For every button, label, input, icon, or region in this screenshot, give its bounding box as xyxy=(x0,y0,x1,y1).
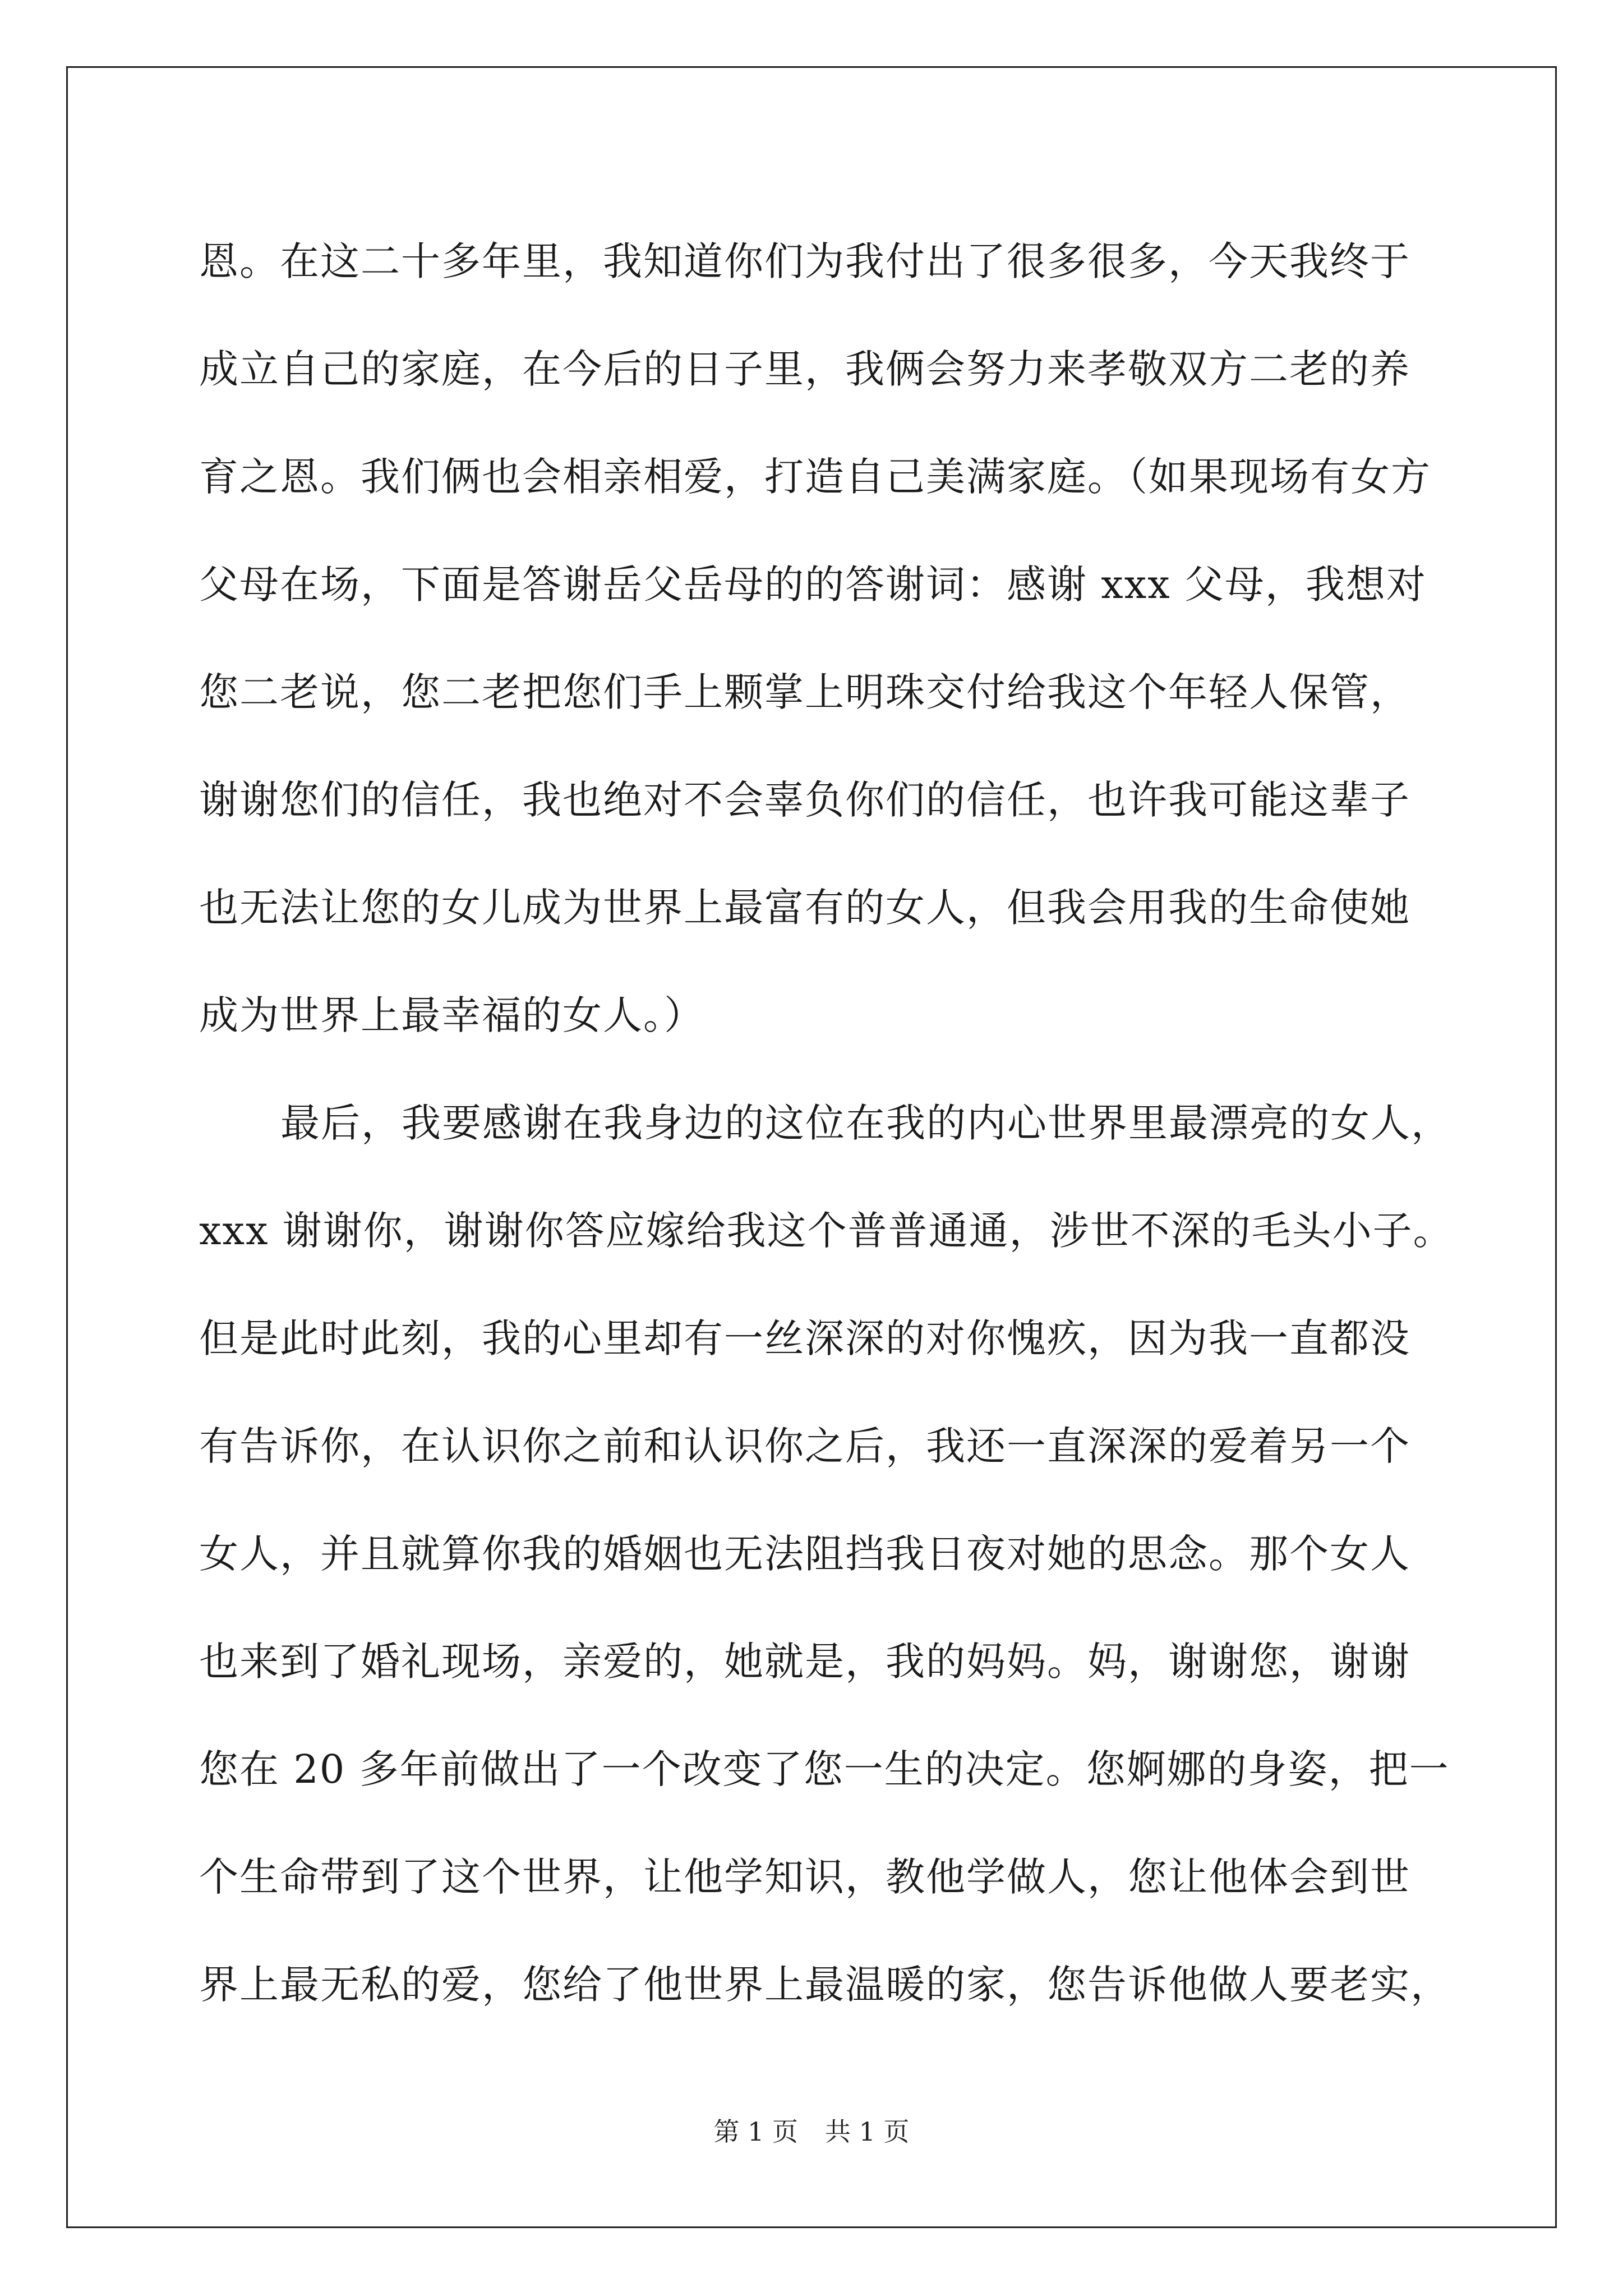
text-line: 个生命带到了这个世界，让他学知识，教他学做人，您让他体会到世 xyxy=(199,1854,1410,1900)
paragraph-start-line: 最后，我要感谢在我身边的这位在我的内心世界里最漂亮的女人， xyxy=(280,1100,1451,1146)
text-line: 恩。在这二十多年里，我知道你们为我付出了很多很多，今天我终于 xyxy=(199,238,1410,284)
text-line: 有告诉你，在认识你之前和认识你之后，我还一直深深的爱着另一个 xyxy=(199,1423,1410,1469)
text-line: 父母在场，下面是答谢岳父岳母的的答谢词：感谢 xxx 父母，我想对 xyxy=(199,562,1427,608)
page-number: 第 1 页 xyxy=(713,2116,798,2147)
document-body xyxy=(199,208,1454,2039)
text-line: 也无法让您的女儿成为世界上最富有的女人，但我会用我的生命使她 xyxy=(199,885,1410,931)
text-line: 成为世界上最幸福的女人。） xyxy=(199,992,704,1038)
text-line: xxx 谢谢你，谢谢你答应嫁给我这个普普通通，涉世不深的毛头小子。 xyxy=(199,1208,1454,1254)
text-line: 谢谢您们的信任，我也绝对不会辜负你们的信任，也许我可能这辈子 xyxy=(199,777,1410,823)
text-line: 女人，并且就算你我的婚姻也无法阻挡我日夜对她的思念。那个女人 xyxy=(199,1531,1410,1577)
total-pages: 共 1 页 xyxy=(825,2116,910,2147)
text-line: 您在 20 多年前做出了一个改变了您一生的决定。您婀娜的身姿，把一 xyxy=(199,1746,1450,1792)
page-footer xyxy=(0,2115,1623,2148)
text-line: 也来到了婚礼现场，亲爱的，她就是，我的妈妈。妈，谢谢您，谢谢 xyxy=(199,1639,1410,1685)
text-line: 但是此时此刻，我的心里却有一丝深深的对你愧疚，因为我一直都没 xyxy=(199,1315,1410,1361)
text-line: 界上最无私的爱，您给了他世界上最温暖的家，您告诉他做人要老实， xyxy=(199,1962,1451,2008)
text-line: 您二老说，您二老把您们手上颗掌上明珠交付给我这个年轻人保管， xyxy=(199,669,1410,715)
text-line: 育之恩。我们俩也会相亲相爱，打造自己美满家庭。（如果现场有女方 xyxy=(199,454,1431,500)
text-line: 成立自己的家庭，在今后的日子里，我俩会努力来孝敬双方二老的养 xyxy=(199,346,1410,392)
